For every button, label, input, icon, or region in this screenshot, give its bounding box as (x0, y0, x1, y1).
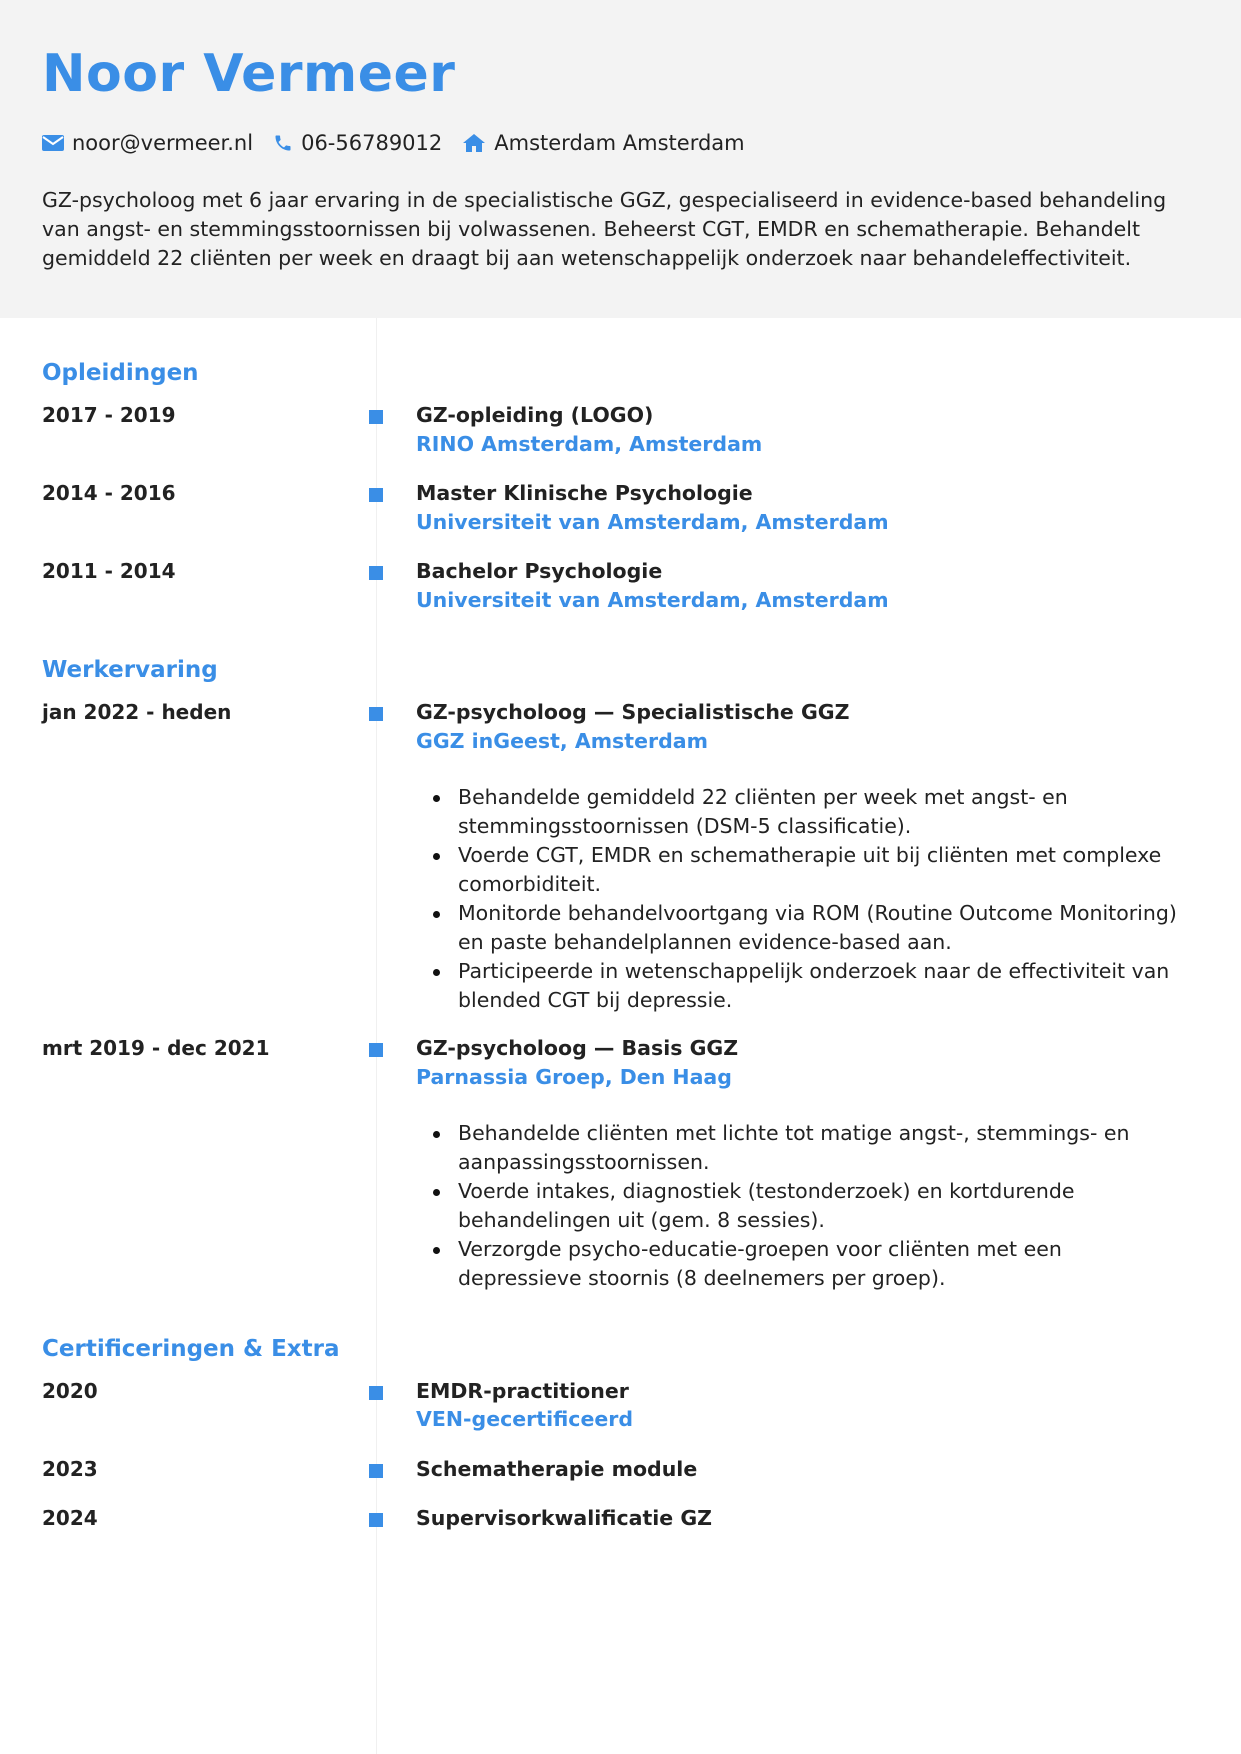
entry-date: 2014 - 2016 (42, 481, 176, 505)
contact-location (462, 131, 744, 155)
contact-bar (42, 128, 765, 158)
section-title-experience: Werkervaring (42, 657, 218, 683)
contact-phone[interactable] (273, 131, 442, 155)
section-title-education: Opleidingen (42, 360, 199, 386)
entry-title: EMDR-practitioner (416, 1379, 629, 1403)
entry-organization: RINO Amsterdam, Amsterdam (416, 432, 763, 456)
entry-title: Master Klinische Psychologie (416, 481, 753, 505)
entry-date: 2011 - 2014 (42, 559, 176, 583)
entry-title: Schematherapie module (416, 1457, 698, 1481)
list-item: Verzorgde psycho-educatie-groepen voor cliënten met een depressieve stoornis (8 deelnemers per groep). (458, 1235, 1188, 1293)
responsibility-list (458, 1119, 1188, 1293)
entry-date: 2024 (42, 1506, 98, 1530)
entry-title: GZ-psycholoog — Basis GGZ (416, 1036, 739, 1060)
entry-organization: Universiteit van Amsterdam, Amsterdam (416, 588, 889, 612)
entry-organization: Parnassia Groep, Den Haag (416, 1065, 732, 1089)
list-item: Behandelde gemiddeld 22 cliënten per week met angst- en stemmingsstoornissen (DSM-5 classificatie). (458, 783, 1188, 841)
home-icon (462, 133, 486, 153)
timeline-marker (369, 1386, 383, 1400)
entry-date: jan 2022 - heden (42, 700, 232, 724)
timeline-marker (369, 1513, 383, 1527)
header (0, 0, 1241, 318)
timeline-marker (369, 1043, 383, 1057)
envelope-icon (42, 135, 64, 151)
list-item: Monitorde behandelvoortgang via ROM (Routine Outcome Monitoring) en paste behandelplannen evidence-based aan. (458, 899, 1188, 957)
contact-email[interactable] (42, 131, 253, 155)
location-text: Amsterdam Amsterdam (494, 131, 745, 155)
responsibility-list (458, 783, 1188, 1015)
timeline-marker (369, 410, 383, 424)
phone-icon (273, 133, 293, 153)
profile-summary: GZ-psycholoog met 6 jaar ervaring in de specialistische GGZ, gespecialiseerd in evidence-based behandeling van angst- en stemmingsstoornissen bij volwassenen. Beheerst CGT, EMDR en schematherapie. Behandelt gemiddeld 22 cliënten per week en draagt bij aan wetenschappelijk onderzoek naar behandeleffectiviteit. (42, 188, 1167, 270)
list-item: Behandelde cliënten met lichte tot matige angst-, stemmings- en aanpassingsstoornissen. (458, 1119, 1188, 1177)
entry-title: Bachelor Psychologie (416, 559, 663, 583)
entry-organization: Universiteit van Amsterdam, Amsterdam (416, 510, 889, 534)
entry-date: mrt 2019 - dec 2021 (42, 1036, 270, 1060)
phone-text: 06-56789012 (301, 131, 443, 155)
email-text: noor@vermeer.nl (72, 131, 254, 155)
entry-date: 2020 (42, 1379, 98, 1403)
section-title-certifications: Certificeringen & Extra (42, 1336, 340, 1362)
timeline-marker (369, 566, 383, 580)
list-item: Voerde CGT, EMDR en schematherapie uit bij cliënten met complexe comorbiditeit. (458, 841, 1188, 899)
entry-date: 2023 (42, 1457, 98, 1481)
entry-organization: VEN-gecertificeerd (416, 1407, 634, 1431)
entry-title: GZ-opleiding (LOGO) (416, 403, 654, 427)
list-item: Participeerde in wetenschappelijk onderzoek naar de effectiviteit van blended CGT bij depressie. (458, 957, 1188, 1015)
timeline-marker (369, 1464, 383, 1478)
entry-title: Supervisorkwalificatie GZ (416, 1506, 713, 1530)
timeline-marker (369, 488, 383, 502)
timeline-marker (369, 707, 383, 721)
candidate-name: Noor Vermeer (42, 44, 456, 104)
timeline-divider (376, 318, 377, 1754)
entry-date: 2017 - 2019 (42, 403, 176, 427)
entry-organization: GGZ inGeest, Amsterdam (416, 729, 708, 753)
list-item: Voerde intakes, diagnostiek (testonderzoek) en kortdurende behandelingen uit (gem. 8 sessies). (458, 1177, 1188, 1235)
entry-title: GZ-psycholoog — Specialistische GGZ (416, 700, 850, 724)
